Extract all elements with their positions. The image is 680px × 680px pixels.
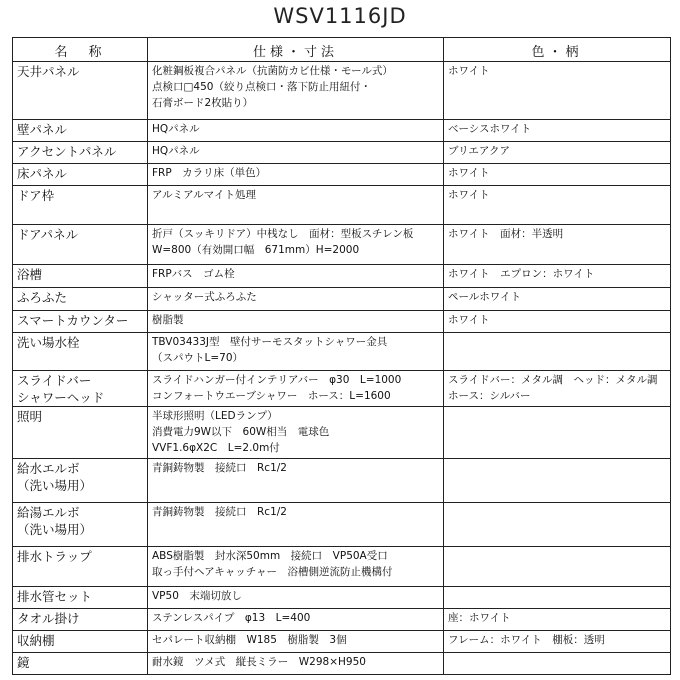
table-row (13, 265, 671, 288)
item-spec-line: スライドハンガー付インテリアバー φ30 L=1000 (152, 374, 402, 386)
item-name-line: ドアパネル (17, 227, 79, 242)
item-name-line: 収納棚 (17, 633, 55, 648)
item-spec-cell (148, 333, 444, 371)
document-title: WSV1116JD (273, 4, 407, 28)
header-name: 名 称 (13, 38, 148, 62)
item-spec-cell (148, 62, 444, 120)
item-color-cell (444, 371, 671, 407)
item-spec-cell (148, 288, 444, 311)
item-spec-cell (148, 631, 444, 653)
item-name-line: ドア枠 (17, 188, 55, 203)
item-spec-line: 耐水鏡 ツメ式 縦長ミラー W298×H950 (152, 656, 366, 668)
table-row (13, 120, 671, 142)
item-spec-cell (148, 407, 444, 459)
item-name-line: 天井パネル (17, 64, 80, 79)
item-spec-line: 半球形照明（LEDランプ） (152, 410, 278, 422)
item-name-cell (13, 225, 148, 265)
item-color-cell (444, 631, 671, 653)
item-color-cell (444, 120, 671, 142)
item-name-line: 床パネル (17, 166, 68, 181)
item-name-line: 排水トラップ (17, 549, 92, 564)
item-name-cell (13, 609, 148, 631)
item-color-line: ペールホワイト (448, 291, 521, 303)
item-spec-line: セパレート収納棚 W185 樹脂製 3個 (152, 634, 347, 646)
item-name-line: ふろふた (17, 290, 68, 305)
item-color-line: ホワイト (448, 167, 490, 179)
item-spec-line: VP50 末端切放し (152, 590, 242, 602)
table-row (13, 371, 671, 407)
item-color-line: ホワイト エプロン：ホワイト (448, 268, 595, 280)
item-color-line: ホワイト (448, 189, 490, 201)
item-name-line: スマートカウンター (17, 313, 129, 328)
item-spec-line: 青銅鋳物製 接続口 Rc1/2 (152, 506, 287, 518)
item-name-line: 給水エルボ (17, 461, 80, 476)
item-spec-line: シャッター式ふろふた (152, 291, 257, 303)
item-color-cell (444, 609, 671, 631)
item-name-line: シャワーヘッド (17, 390, 105, 405)
item-color-cell (444, 587, 671, 609)
item-spec-line: FRPバス ゴム栓 (152, 268, 235, 280)
item-name-cell (13, 503, 148, 547)
item-spec-cell (148, 120, 444, 142)
item-name-cell (13, 142, 148, 164)
item-color-cell (444, 225, 671, 265)
item-color-line: ホワイト (448, 65, 490, 77)
item-color-line: ホワイト (448, 314, 490, 326)
item-spec-line: 折戸（スッキリドア）中桟なし 面材：型板スチレン板 (152, 228, 414, 240)
item-spec-cell (148, 587, 444, 609)
item-spec-line: W=800（有効開口幅 671mm）H=2000 (152, 244, 360, 256)
table-row (13, 407, 671, 459)
item-color-line: ホワイト 面材：半透明 (448, 228, 564, 240)
table-row (13, 631, 671, 653)
item-color-cell (444, 142, 671, 164)
item-spec-cell (148, 371, 444, 407)
item-color-cell (444, 62, 671, 120)
item-name-cell (13, 631, 148, 653)
item-name-line: タオル掛け (17, 611, 80, 626)
item-name-cell (13, 311, 148, 333)
item-spec-cell (148, 503, 444, 547)
table-row (13, 311, 671, 333)
item-spec-cell (148, 609, 444, 631)
item-spec-line: アルミアルマイト処理 (152, 189, 256, 201)
item-name-cell (13, 653, 148, 675)
item-name-line: 浴槽 (17, 267, 43, 282)
item-spec-line: TBV03433J型 壁付サーモスタットシャワー金具 (152, 336, 388, 348)
item-color-cell (444, 333, 671, 371)
table-row (13, 288, 671, 311)
header-color: 色・柄 (444, 38, 671, 62)
table-row (13, 142, 671, 164)
item-name-cell (13, 547, 148, 587)
item-spec-line: 取っ手付ヘアキャッチャー 浴槽側逆流防止機構付 (152, 566, 393, 578)
item-name-cell (13, 459, 148, 503)
item-spec-cell (148, 225, 444, 265)
item-spec-line: ABS樹脂製 封水深50mm 接続口 VP50A受口 (152, 550, 388, 562)
item-name-line: 排水管セット (17, 589, 93, 604)
item-color-cell (444, 459, 671, 503)
item-spec-line: 青銅鋳物製 接続口 Rc1/2 (152, 462, 287, 474)
table-row (13, 609, 671, 631)
table-row (13, 164, 671, 186)
item-name-line: 壁パネル (17, 122, 68, 137)
item-color-cell (444, 653, 671, 675)
table-row (13, 186, 671, 225)
item-spec-cell (148, 547, 444, 587)
item-spec-line: HQパネル (152, 123, 200, 135)
item-name-line: （洗い場用） (17, 478, 93, 493)
item-color-cell (444, 288, 671, 311)
item-spec-line: 消費電力9W以下 60W相当 電球色 (152, 426, 330, 438)
table-row (13, 503, 671, 547)
table-row (13, 653, 671, 675)
item-spec-line: 樹脂製 (152, 314, 184, 326)
item-color-cell (444, 265, 671, 288)
item-name-cell (13, 164, 148, 186)
item-color-cell (444, 503, 671, 547)
item-name-cell (13, 288, 148, 311)
item-spec-line: （スパウトL=70） (152, 352, 244, 364)
item-spec-line: 点検口□450（絞り点検口・落下防止用紐付・ (152, 81, 371, 93)
item-spec-line: コンフォートウエーブシャワー ホース：L=1600 (152, 390, 391, 402)
item-spec-cell (148, 311, 444, 333)
item-name-cell (13, 62, 148, 120)
item-name-line: 鏡 (17, 655, 30, 670)
item-spec-cell (148, 164, 444, 186)
item-spec-line: HQパネル (152, 145, 200, 157)
item-spec-cell (148, 653, 444, 675)
item-spec-cell (148, 186, 444, 225)
item-name-cell (13, 120, 148, 142)
table-header-row (13, 38, 671, 62)
item-color-line: スライドバー：メタル調 ヘッド：メタル調 (448, 374, 658, 386)
item-spec-line: 化粧鋼板複合パネル（抗菌防カビ仕様・モール式） (152, 65, 393, 77)
item-color-line: ホース：シルバー (448, 390, 531, 402)
item-spec-cell (148, 142, 444, 164)
item-color-line: 座：ホワイト (448, 612, 511, 624)
spec-table (12, 37, 671, 675)
item-name-cell (13, 371, 148, 407)
item-name-cell (13, 407, 148, 459)
table-row (13, 62, 671, 120)
table-row (13, 547, 671, 587)
table-row (13, 587, 671, 609)
item-color-line: ブリエアクア (448, 145, 511, 157)
item-color-cell (444, 186, 671, 225)
item-spec-line: VVF1.6φX2C L=2.0m付 (152, 442, 280, 454)
item-name-cell (13, 333, 148, 371)
item-color-cell (444, 407, 671, 459)
item-spec-line: 石膏ボード2枚貼り） (152, 97, 254, 109)
item-name-line: アクセントパネル (17, 144, 117, 159)
item-spec-line: ステンレスパイプ φ13 L=400 (152, 612, 311, 624)
item-name-line: 洗い場水栓 (17, 335, 80, 350)
item-name-cell (13, 587, 148, 609)
item-name-line: スライドバー (17, 373, 92, 388)
item-name-cell (13, 265, 148, 288)
item-name-line: 照明 (17, 409, 43, 424)
table-row (13, 459, 671, 503)
item-color-cell (444, 164, 671, 186)
item-spec-line: FRP カラリ床（単色） (152, 167, 267, 179)
item-spec-cell (148, 265, 444, 288)
header-spec: 仕様・寸法 (148, 38, 444, 62)
item-name-cell (13, 186, 148, 225)
item-name-line: 給湯エルボ (17, 505, 80, 520)
item-color-line: ベーシスホワイト (448, 123, 532, 135)
table-row (13, 333, 671, 371)
item-spec-cell (148, 459, 444, 503)
item-name-line: （洗い場用） (17, 522, 93, 537)
item-color-line: フレーム：ホワイト 棚板：透明 (448, 634, 605, 646)
table-row (13, 225, 671, 265)
item-color-cell (444, 311, 671, 333)
item-color-cell (444, 547, 671, 587)
